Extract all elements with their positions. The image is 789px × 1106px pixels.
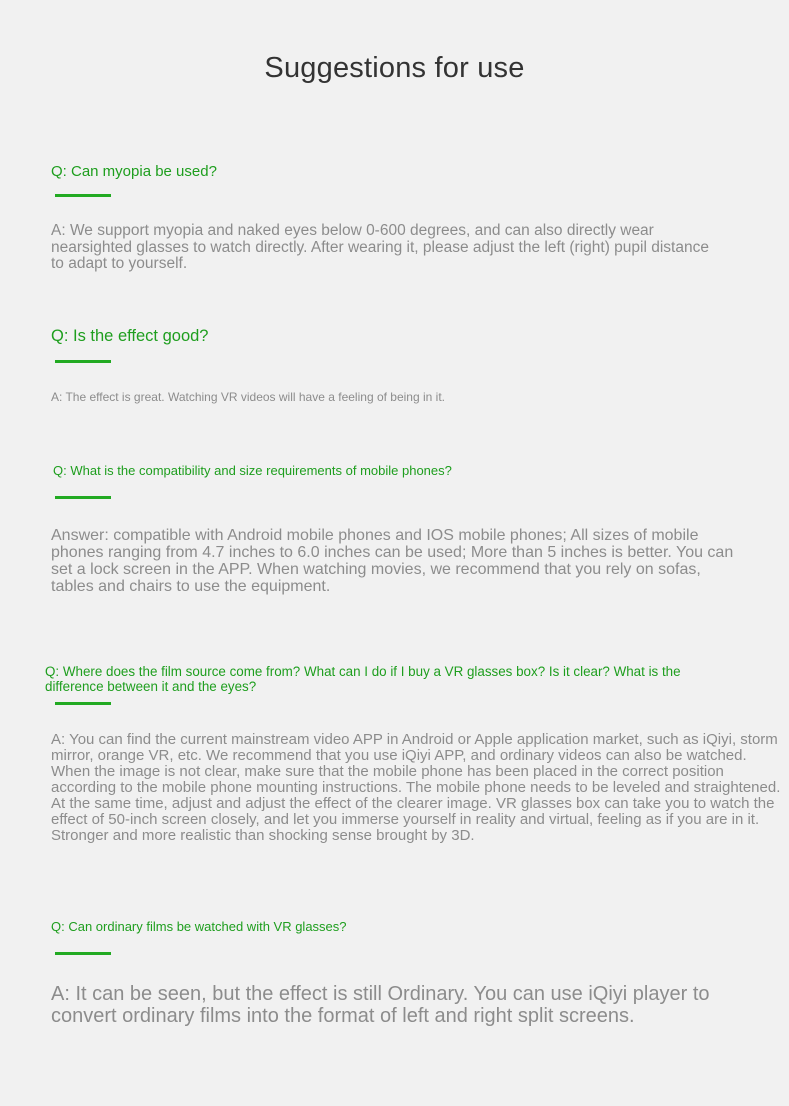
faq-question-ordinary-films: Q: Can ordinary films be watched with VR glasses?: [51, 919, 347, 934]
page-title: Suggestions for use: [264, 52, 525, 84]
faq-question-film-source: Q: Where does the film source come from? What can I do if I buy a VR glasses box? Is it clear? What is the difference between it and the eyes?: [45, 664, 681, 694]
faq-answer-effect: A: The effect is great. Watching VR videos will have a feeling of being in it.: [51, 390, 445, 404]
question-underline: [55, 702, 111, 705]
faq-question-myopia: Q: Can myopia be used?: [51, 163, 217, 180]
faq-answer-film-source: A: You can find the current mainstream video APP in Android or Apple application market, such as iQiyi, storm mirror, orange VR, etc. We recommend that you use iQiyi APP, and ordinary videos can also be watched. When the image is not clear, make sure that the mobile phone has been placed in the correct position according to the mobile phone mounting instructions. The mobile phone needs to be leveled and straightened. At the same time, adjust and adjust the effect of the clearer image. VR glasses box can take you to watch the effect of 50-inch screen closely, and let you immerse yourself in reality and virtual, feeling as if you are in it. Stronger and more realistic than shocking sense brought by 3D.: [51, 731, 781, 844]
question-underline: [55, 360, 111, 363]
faq-question-compatibility: Q: What is the compatibility and size requirements of mobile phones?: [53, 463, 452, 478]
faq-answer-ordinary-films: A: It can be seen, but the effect is still Ordinary. You can use iQiyi player to convert ordinary films into the format of left and right split screens.: [51, 983, 710, 1027]
faq-question-effect: Q: Is the effect good?: [51, 327, 209, 345]
question-underline: [55, 194, 111, 197]
faq-answer-myopia: A: We support myopia and naked eyes below 0-600 degrees, and can also directly wear nearsighted glasses to watch directly. After wearing it, please adjust the left (right) pupil distance to adapt to yourself.: [51, 222, 709, 272]
faq-answer-compatibility: Answer: compatible with Android mobile phones and IOS mobile phones; All sizes of mobile phones ranging from 4.7 inches to 6.0 inches can be used; More than 5 inches is better. You can set a lock screen in the APP. When watching movies, we recommend that you rely on sofas, tables and chairs to use the equipment.: [51, 527, 734, 595]
question-underline: [55, 496, 111, 499]
question-underline: [55, 952, 111, 955]
